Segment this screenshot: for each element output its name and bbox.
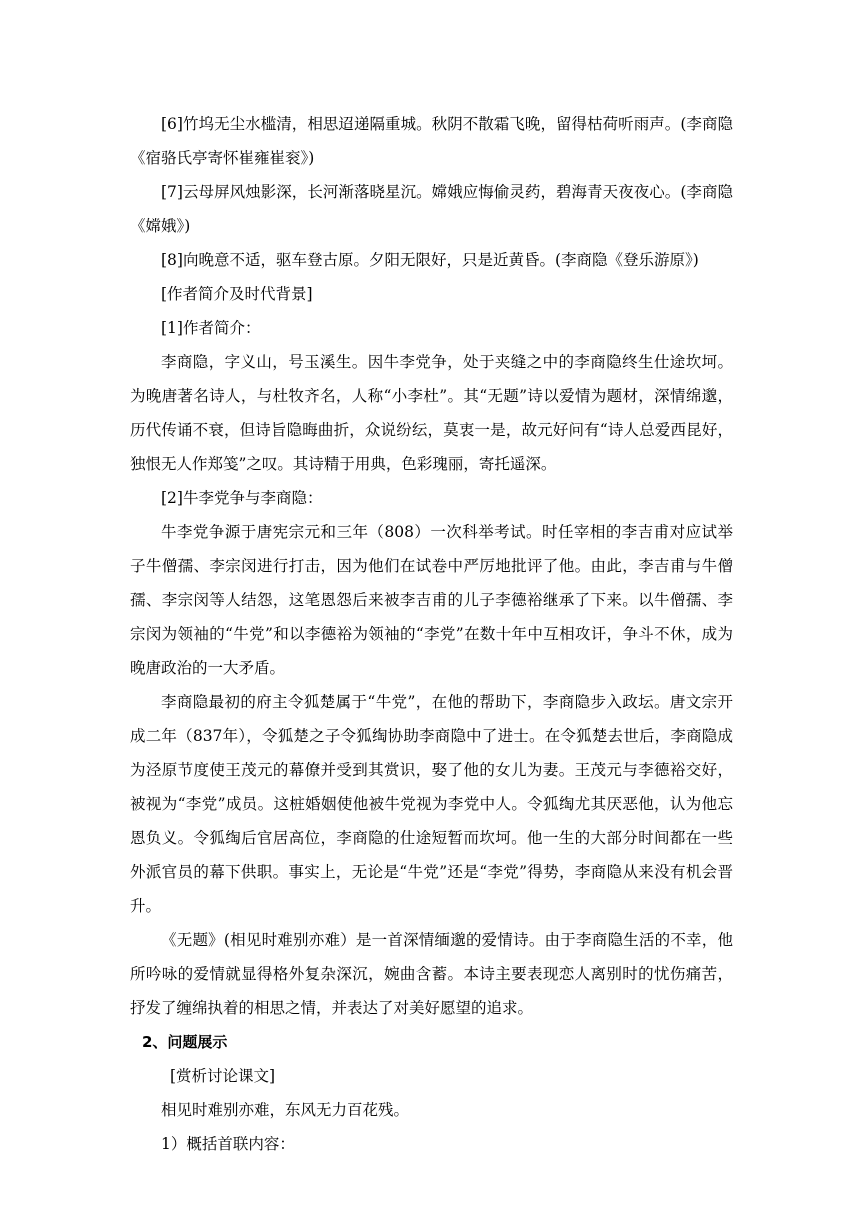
question-prompt: 1）概括首联内容： (161, 1135, 295, 1153)
poem-summary-paragraph: 《无题》(相见时难别亦难）是一首深情缅邈的爱情诗。由于李商隐生活的不幸，他所吟咏的爱情就显得格外复杂深沉，婉曲含蓄。本诗主要表现恋人离别时的忧伤痛苦，抒发了缠绵执着的相思之情，并表达了对美好愿望的追求。 (130, 931, 733, 1017)
factional-strife-paragraph: 牛李党争源于唐宪宗元和三年（808）一次科举考试。时任宰相的李吉甫对应试举子牛僧孺、李宗闵进行打击，因为他们在试卷中严厉地批评了他。由此，李吉甫与牛僧孺、李宗闵等人结怨，这笔恩怨后来被李吉甫的儿子李德裕继承了下来。以牛僧孺、李宗闵为领袖的“牛党”和以李德裕为领袖的“李党”在数十年中互相攻讦，争斗不休，成为晚唐政治的一大矛盾。 (130, 523, 733, 677)
section-label-author-background: [作者简介及时代背景] (161, 285, 313, 303)
career-paragraph: 李商隐最初的府主令狐楚属于“牛党”，在他的帮助下，李商隐步入政坛。唐文宗开成二年（837年），令狐楚之子令狐绹协助李商隐中了进士。在令狐楚去世后，李商隐成为泾原节度使王茂元的幕僚并受到其赏识，娶了他的女儿为妻。王茂元与李德裕交好，被视为“李党”成员。这桩婚姻使他被牛党视为李党中人。令狐绹尤其厌恶他，认为他忘恩负义。令狐绹后官居高位，李商隐的仕途短暂而坎坷。他一生的大部分时间都在一些外派官员的幕下供职。事实上，无论是“牛党”还是“李党”得势，李商隐从来没有机会晋升。 (130, 693, 733, 915)
subsection-heading: [赏析讨论课文] (170, 1067, 276, 1085)
document-body (130, 107, 733, 1161)
author-intro-paragraph: 李商隐，字义山，号玉溪生。因牛李党争，处于夹缝之中的李商隐终生仕途坎坷。为晚唐著名诗人，与杜牧齐名，人称“小李杜”。其“无题”诗以爱情为题材，深情绵邈，历代传诵不衰，但诗旨隐晦曲折，众说纷纭，莫衷一是，故元好问有“诗人总爱西昆好，独恨无人作郑笺”之叹。其诗精于用典，色彩瑰丽，寄托遥深。 (130, 353, 733, 473)
section-heading: 2、问题展示 (142, 1033, 228, 1051)
subsection-label-author-intro: [1]作者简介： (161, 319, 261, 337)
subsection-label-factional-strife: [2]牛李党争与李商隐： (161, 489, 323, 507)
poem-quote-6: [6]竹坞无尘水槛清，相思迢递隔重城。秋阴不散霜飞晚，留得枯荷听雨声。(李商隐 《宿骆氏亭寄怀崔雍崔衮》) (130, 115, 733, 167)
poem-quote-8: [8]向晚意不适，驱车登古原。夕阳无限好，只是近黄昏。(李商隐《登乐游原》) (161, 251, 699, 269)
poem-line: 相见时难别亦难，东风无力百花残。 (161, 1101, 410, 1119)
poem-quote-7: [7]云母屏风烛影深，长河渐落晓星沉。嫦娥应悔偷灵药，碧海青天夜夜心。(李商隐《嫦娥》) (130, 183, 733, 235)
